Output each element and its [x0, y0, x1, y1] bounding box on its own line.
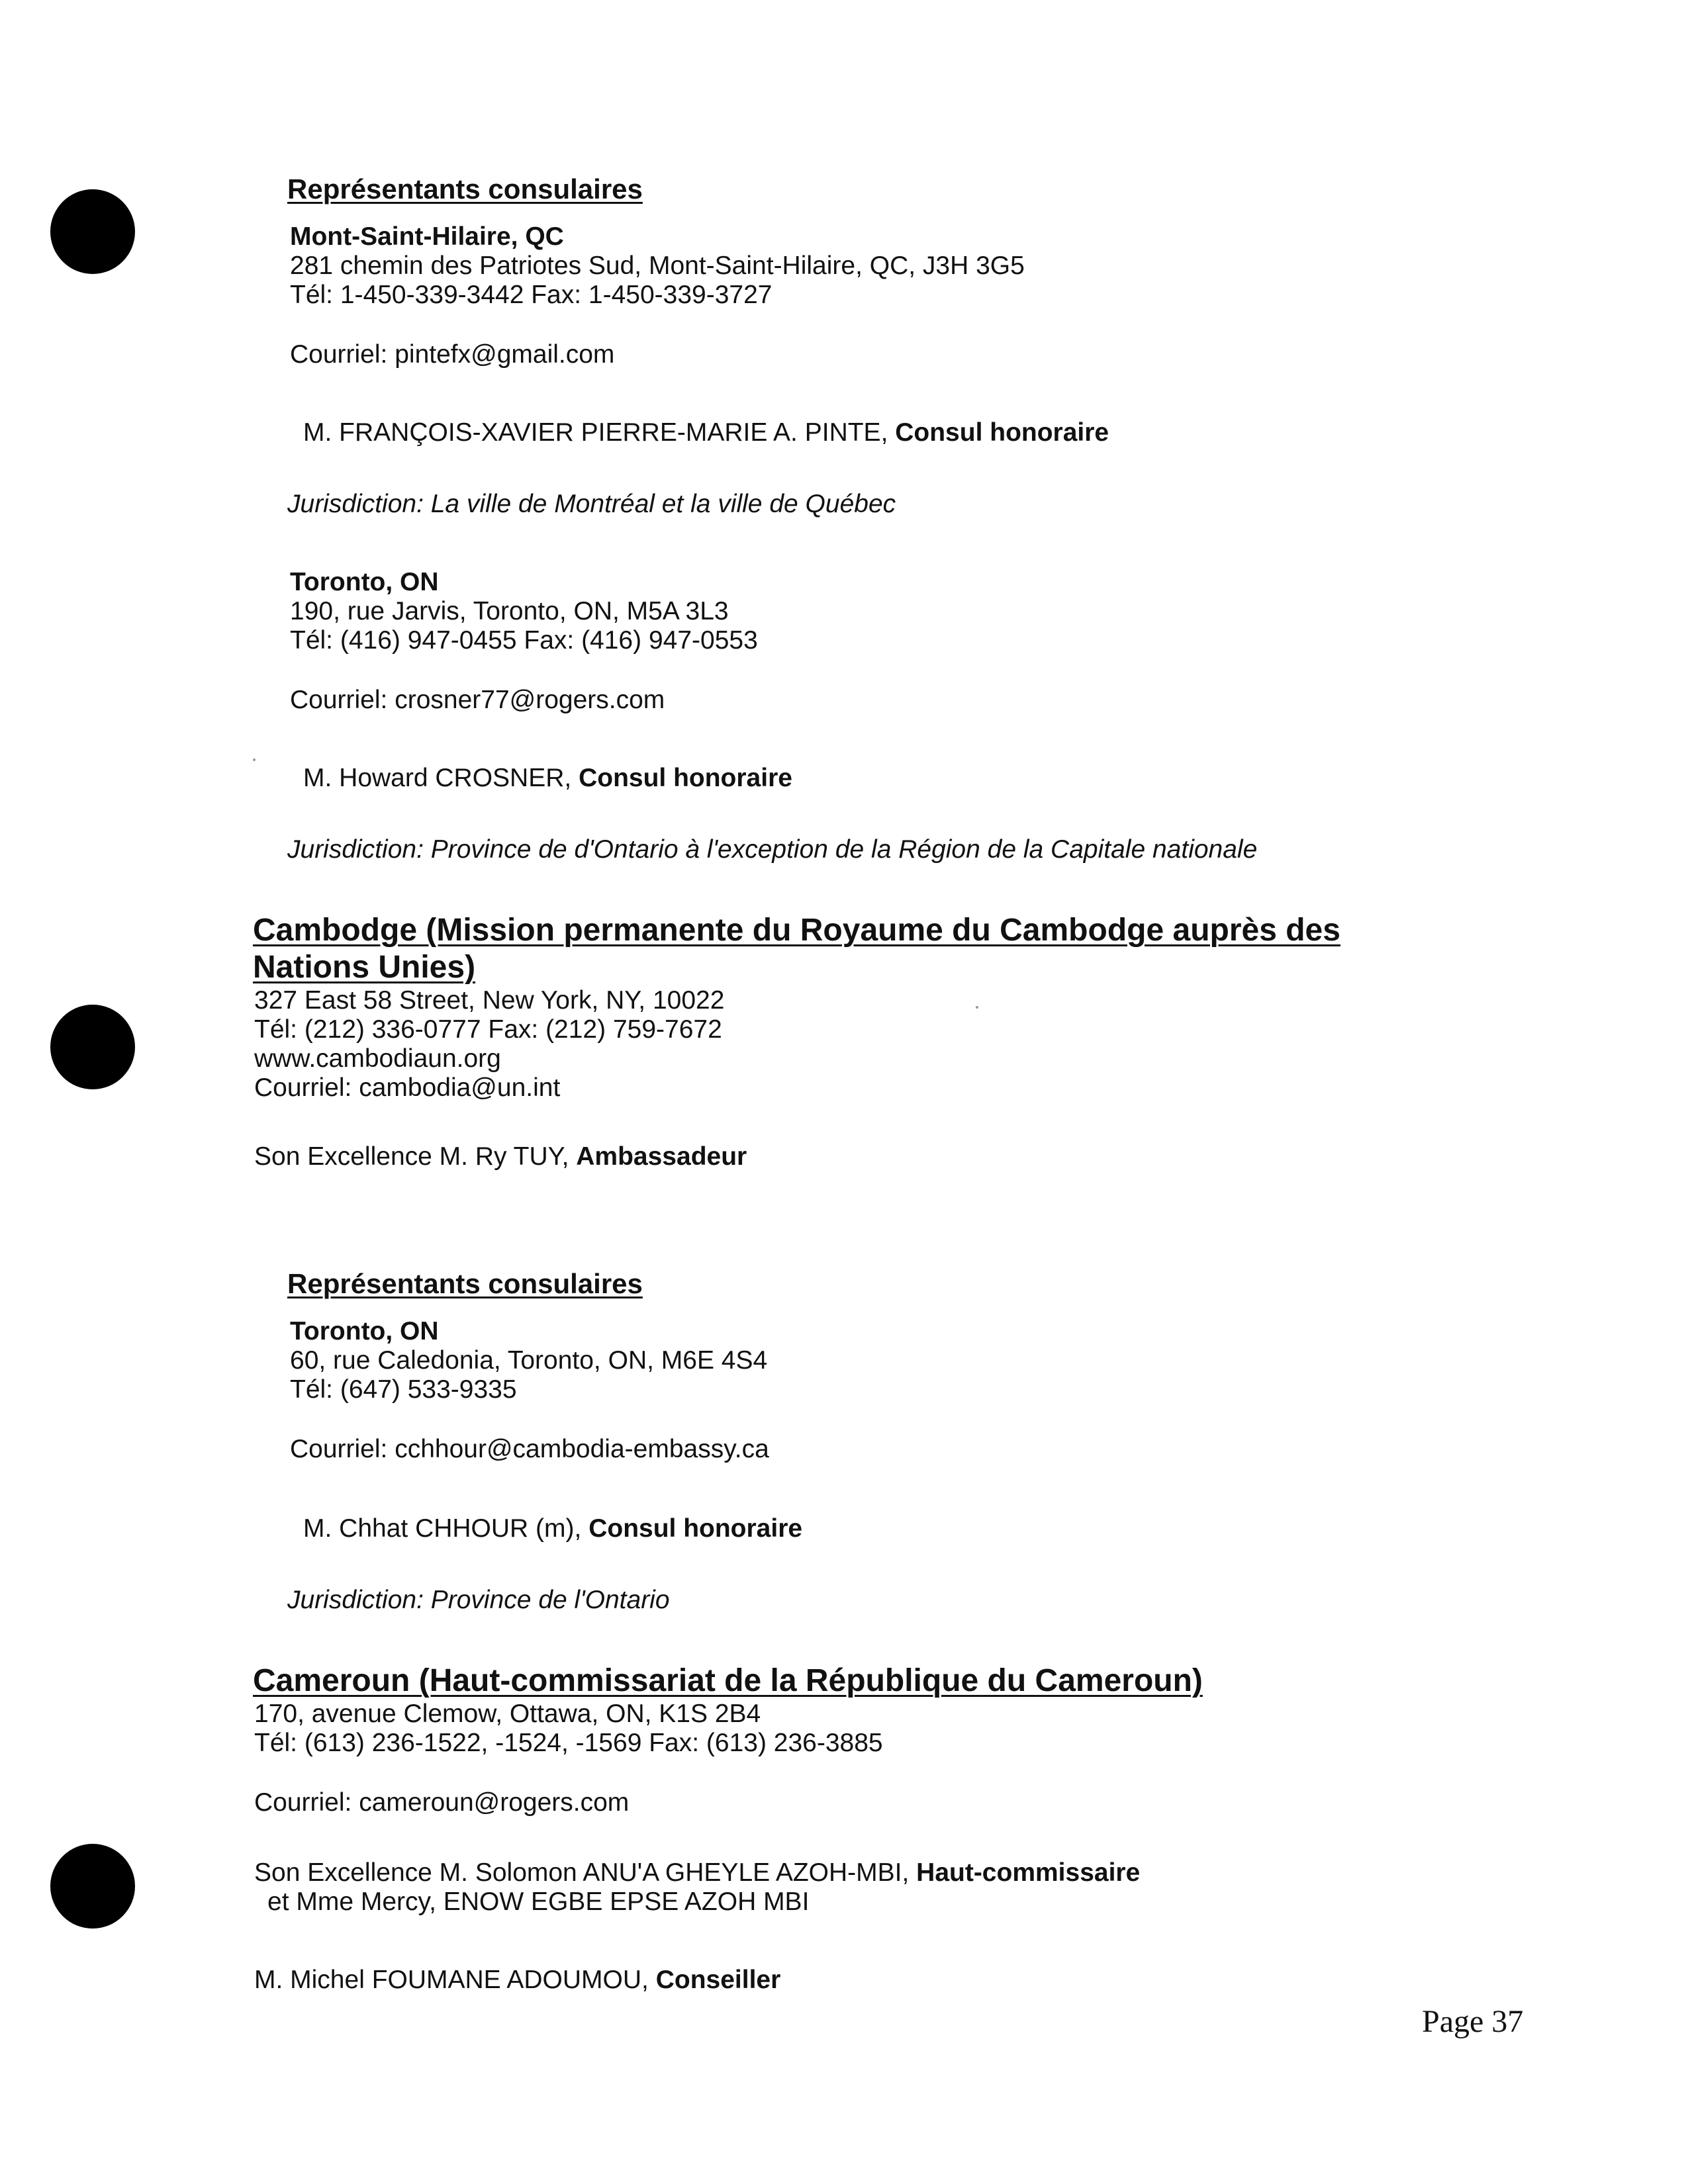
- punch-hole-bottom: [50, 1844, 135, 1929]
- representative-name: M. Howard CROSNER,: [303, 764, 579, 792]
- city-name: Toronto, ON: [290, 1317, 439, 1345]
- representative-title: Consul honoraire: [579, 764, 792, 792]
- phone-fax: Tél: (647) 533-9335: [290, 1375, 517, 1404]
- page-number: Page 37: [1422, 2004, 1524, 2039]
- representative-title: Conseiller: [655, 1966, 781, 1994]
- representative-name: Son Excellence M. Solomon ANU'A GHEYLE AZOH-MBI,: [254, 1858, 917, 1887]
- address: 327 East 58 Street, New York, NY, 10022: [254, 986, 725, 1015]
- email: Courriel: cameroun@rogers.com: [254, 1788, 630, 1817]
- address: 60, rue Caledonia, Toronto, ON, M6E 4S4: [290, 1346, 768, 1375]
- phone-fax: Tél: 1-450-339-3442 Fax: 1-450-339-3727: [290, 281, 773, 309]
- scan-speck: [253, 758, 256, 761]
- jurisdiction: Jurisdiction: Province de d'Ontario à l'exception de la Région de la Capitale nationale: [287, 835, 1258, 864]
- country-heading-line2: Nations Unies): [253, 950, 476, 985]
- punch-hole-middle: [50, 1005, 135, 1089]
- email: Courriel: cambodia@un.int: [254, 1073, 561, 1102]
- representative-name: M. FRANÇOIS-XAVIER PIERRE-MARIE A. PINTE,: [303, 418, 896, 447]
- address: 281 chemin des Patriotes Sud, Mont-Saint-Hilaire, QC, J3H 3G5: [290, 251, 1025, 280]
- section-heading-consular: Représentants consulaires: [287, 173, 643, 205]
- representative: [303, 418, 1109, 447]
- phone-fax: Tél: (212) 336-0777 Fax: (212) 759-7672: [254, 1015, 722, 1044]
- representative: [254, 1142, 747, 1171]
- representative: [254, 1858, 1140, 1888]
- city-name: Mont-Saint-Hilaire, QC: [290, 222, 564, 251]
- section-heading-consular: Représentants consulaires: [287, 1268, 643, 1299]
- representative-name: Son Excellence M. Ry TUY,: [254, 1142, 577, 1171]
- email: Courriel: pintefx@gmail.com: [290, 340, 615, 369]
- representative-name: M. Chhat CHHOUR (m),: [303, 1514, 589, 1543]
- address: 170, avenue Clemow, Ottawa, ON, K1S 2B4: [254, 1700, 761, 1728]
- representative-title: Consul honoraire: [895, 418, 1109, 447]
- representative: [254, 1966, 780, 1995]
- representative-title: Ambassadeur: [576, 1142, 747, 1171]
- jurisdiction: Jurisdiction: Province de l'Ontario: [287, 1586, 670, 1614]
- representative-spouse: et Mme Mercy, ENOW EGBE EPSE AZOH MBI: [267, 1888, 810, 1916]
- representative-title: Consul honoraire: [588, 1514, 803, 1543]
- representative: [303, 764, 792, 793]
- scan-speck: [976, 1006, 978, 1009]
- representative: [303, 1514, 802, 1543]
- email: Courriel: cchhour@cambodia-embassy.ca: [290, 1435, 769, 1463]
- representative-title: Haut-commissaire: [916, 1858, 1141, 1887]
- phone-fax: Tél: (613) 236-1522, -1524, -1569 Fax: (613) 236-3885: [254, 1729, 883, 1757]
- address: 190, rue Jarvis, Toronto, ON, M5A 3L3: [290, 597, 729, 625]
- website: www.cambodiaun.org: [254, 1044, 501, 1073]
- phone-fax: Tél: (416) 947-0455 Fax: (416) 947-0553: [290, 626, 758, 655]
- city-name: Toronto, ON: [290, 568, 439, 596]
- jurisdiction: Jurisdiction: La ville de Montréal et la ville de Québec: [287, 490, 896, 518]
- country-heading: Cameroun (Haut-commissariat de la République du Cameroun): [253, 1663, 1203, 1698]
- representative-name: M. Michel FOUMANE ADOUMOU,: [254, 1966, 656, 1994]
- punch-hole-top: [50, 189, 135, 274]
- country-heading-line1: Cambodge (Mission permanente du Royaume du Cambodge auprès des: [253, 913, 1340, 948]
- email: Courriel: crosner77@rogers.com: [290, 686, 665, 714]
